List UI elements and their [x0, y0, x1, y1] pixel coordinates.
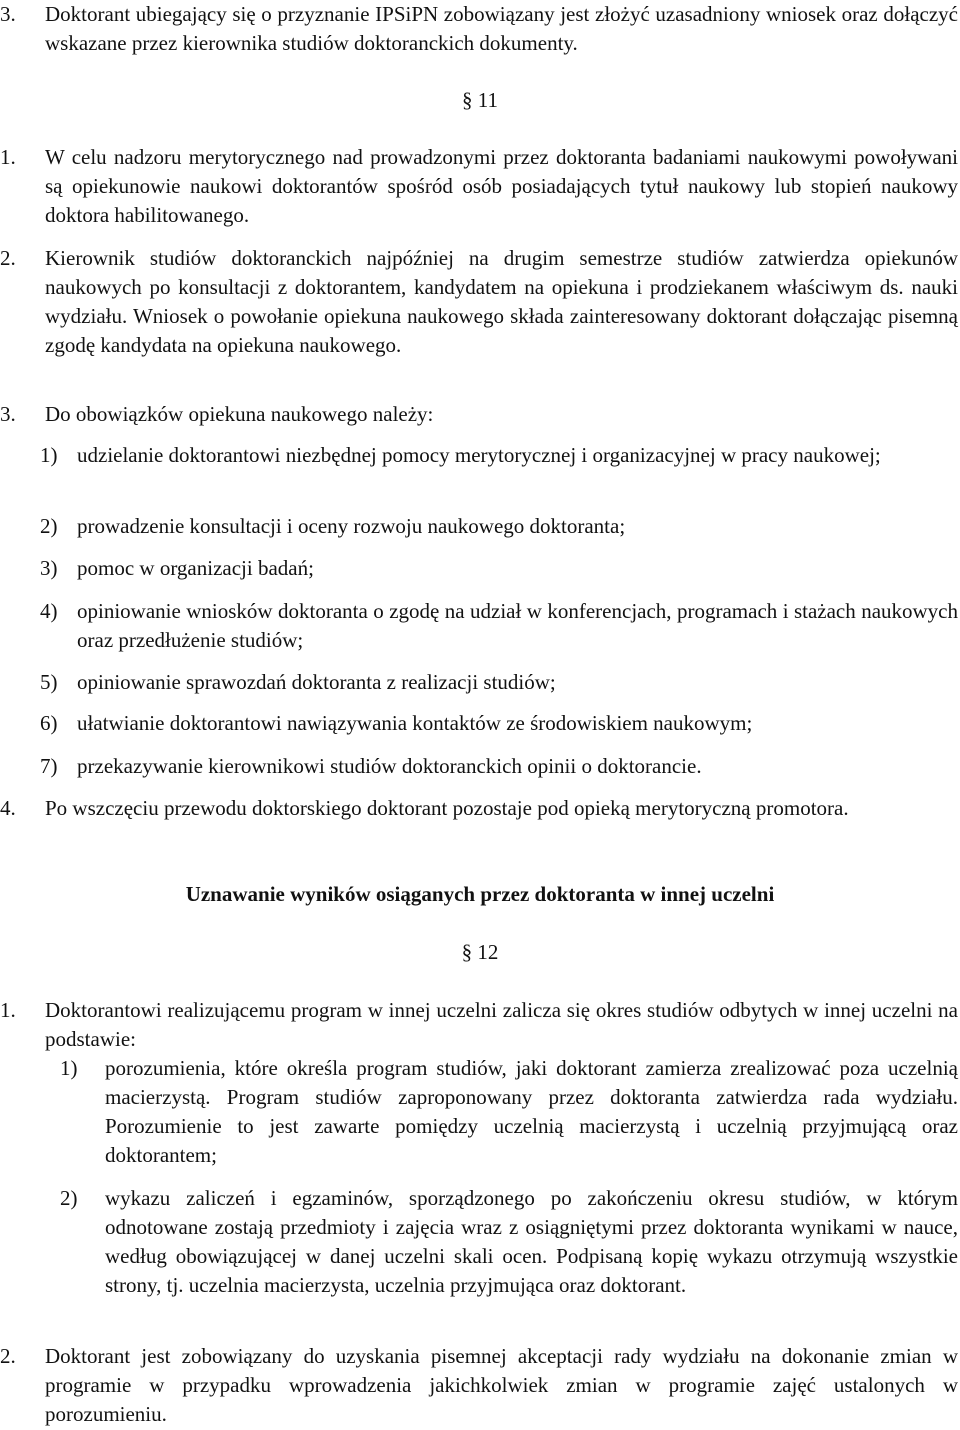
- paragraph-text: W celu nadzoru merytorycznego nad prowadzonymi przez doktoranta badaniami naukowymi powoływani są opiekunowie naukowi doktorantów spośród osób posiadających tytuł naukowy lub stopień naukowy doktora habilitowanego.: [45, 145, 958, 227]
- paragraph-number: 4.: [0, 796, 16, 820]
- paragraph-number: 3.: [0, 2, 16, 26]
- paragraph-text: Doktorant ubiegający się o przyznanie IPSiPN zobowiązany jest złożyć uzasadniony wniosek oraz dołączyć wskazane przez kierownika studiów doktoranckich dokumenty.: [45, 2, 958, 55]
- paragraph-text: Do obowiązków opiekuna naukowego należy:: [45, 402, 434, 426]
- list-text: opiniowanie sprawozdań doktoranta z realizacji studiów;: [77, 670, 556, 694]
- section-heading-11: § 11: [462, 88, 498, 112]
- list-text: ułatwianie doktorantowi nawiązywania kontaktów ze środowiskiem naukowym;: [77, 711, 753, 735]
- list-text: opiniowanie wniosków doktoranta o zgodę na udział w konferencjach, programach i stażach naukowych oraz przedłużenie studiów;: [77, 599, 958, 652]
- paragraph-text: Kierownik studiów doktoranckich najpóźniej na drugim semestrze studiów zatwierdza opiekunów naukowych po konsultacji z doktorantem, kandydatem na opiekuna i prodziekanem właściwym ds. nauki wydziału. Wniosek o powołanie opiekuna naukowego składa zainteresowany doktorant dołączając pisemną zgodę kandydata na opiekuna naukowego.: [45, 246, 958, 357]
- list-number: 2): [40, 514, 58, 538]
- list-text: prowadzenie konsultacji i oceny rozwoju naukowego doktoranta;: [77, 514, 626, 538]
- list-text: wykazu zaliczeń i egzaminów, sporządzonego po zakończeniu okresu studiów, w którym odnotowane zostają przedmioty i zajęcia wraz z osiągniętymi przez doktoranta wynikami w nauce, według obowiązującej w danej uczelni skali ocen. Podpisaną kopię wykazu otrzymują wszystkie strony, tj. uczelnia macierzysta, uczelnia przyjmująca oraz doktorant.: [105, 1186, 958, 1297]
- list-text: udzielanie doktorantowi niezbędnej pomocy merytorycznej i organizacyjnej w pracy naukowej;: [77, 443, 881, 467]
- section-heading-12: § 12: [461, 940, 499, 964]
- paragraph-text: Doktorantowi realizującemu program w innej uczelni zalicza się okres studiów odbytych w innej uczelni na podstawie:: [45, 998, 958, 1051]
- list-number: 1): [60, 1056, 78, 1080]
- chapter-heading: Uznawanie wyników osiąganych przez doktoranta w innej uczelni: [185, 882, 775, 906]
- list-number: 5): [40, 670, 58, 694]
- paragraph-text: Po wszczęciu przewodu doktorskiego doktorant pozostaje pod opieką merytoryczną promotora.: [45, 796, 849, 820]
- list-text: porozumienia, które określa program studiów, jaki doktorant zamierza zrealizować poza uczelnią macierzystą. Program studiów zaproponowany przez doktoranta zatwierdza rada wydziału. Porozumienie to jest zawarte pomiędzy uczelnią macierzystą i uczelnią przyjmującą oraz doktorantem;: [105, 1056, 958, 1167]
- paragraph-number: 2.: [0, 1344, 16, 1368]
- list-text: przekazywanie kierownikowi studiów doktoranckich opinii o doktorancie.: [77, 754, 702, 778]
- paragraph-number: 2.: [0, 246, 16, 270]
- paragraph-number: 1.: [0, 998, 16, 1022]
- list-number: 2): [60, 1186, 78, 1210]
- paragraph-number: 3.: [0, 402, 16, 426]
- list-number: 4): [40, 599, 58, 623]
- paragraph-text: Doktorant jest zobowiązany do uzyskania pisemnej akceptacji rady wydziału na dokonanie zmian w programie w przypadku wprowadzenia jakichkolwiek zmian w programie zajęć ustalonych w porozumieniu.: [45, 1344, 958, 1426]
- list-number: 6): [40, 711, 58, 735]
- list-text: pomoc w organizacji badań;: [77, 556, 314, 580]
- list-number: 1): [40, 443, 58, 467]
- list-number: 3): [40, 556, 58, 580]
- paragraph-number: 1.: [0, 145, 16, 169]
- list-number: 7): [40, 754, 58, 778]
